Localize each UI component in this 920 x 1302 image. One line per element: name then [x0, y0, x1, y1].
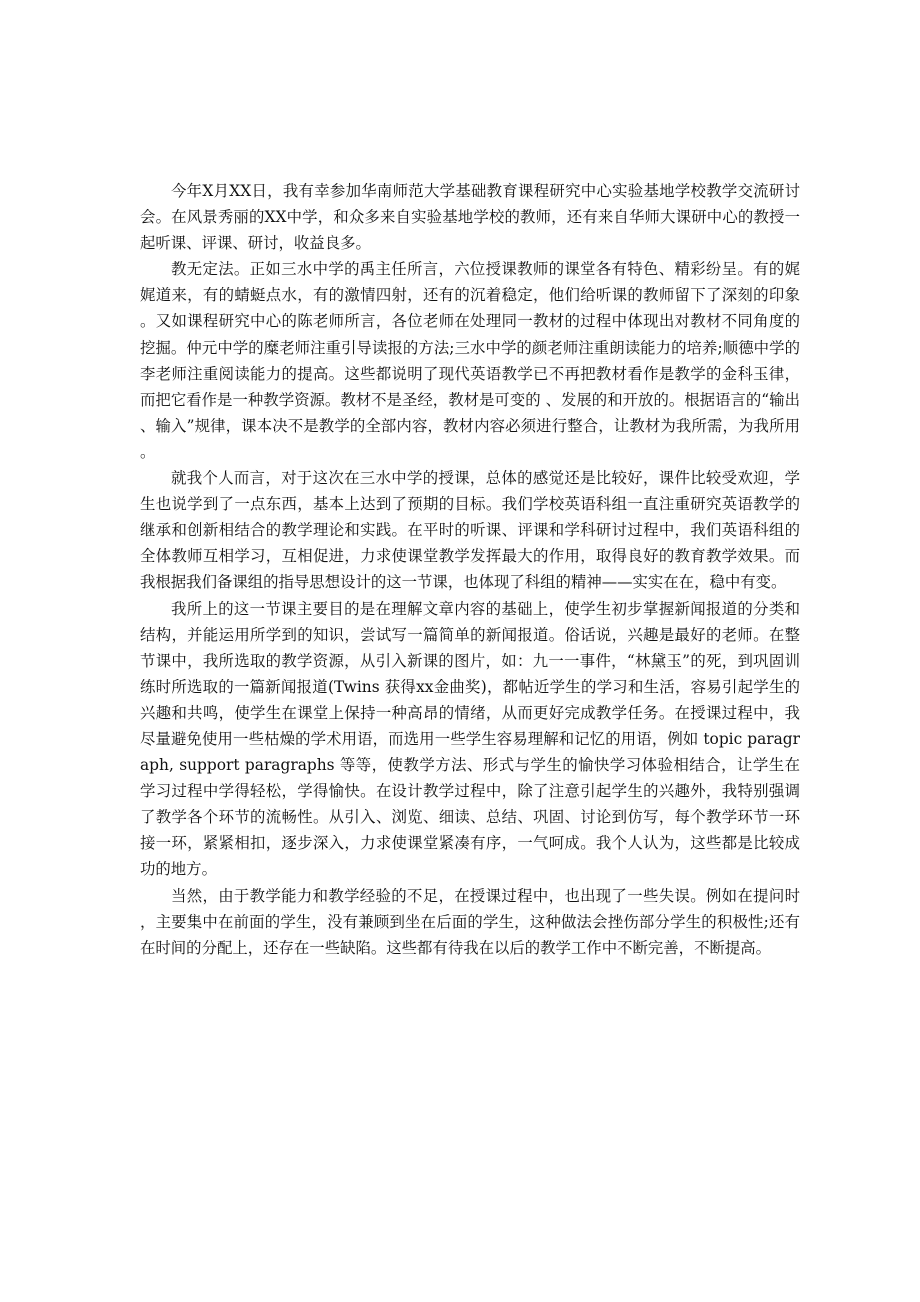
- paragraph-1: 今年X月XX日，我有幸参加华南师范大学基础教育课程研究中心实验基地学校教学交流研讨会。在风景秀丽的XX中学，和众多来自实验基地学校的教师，还有来自华师大课研中心的教授一起听课、评课、研讨，收益良多。: [140, 182, 800, 253]
- paragraph-2: 教无定法。正如三水中学的禹主任所言，六位授课教师的课堂各有特色、精彩纷呈。有的娓娓道来，有的蜻蜓点水，有的激情四射，还有的沉着稳定，他们给听课的教师留下了深刻的印象。又如课程研究中心的陈老师所言，各位老师在处理同一教材的过程中体现出对教材不同角度的挖掘。仲元中学的糜老师注重引导读报的方法;三水中学的颜老师注重朗读能力的培养;顺德中学的李老师注重阅读能力的提高。这些都说明了现代英语教学已不再把教材看作是教学的金科玉律，而把它看作是一种教学资源。教材不是圣经，教材是可变的 、发展的和开放的。根据语言的“输出、输入”规律，课本决不是教学的全部内容，教材内容必须进行整合，让教材为我所需，为我所用。: [140, 260, 800, 461]
- paragraph-5: 当然，由于教学能力和教学经验的不足，在授课过程中，也出现了一些失误。例如在提问时，主要集中在前面的学生，没有兼顾到坐在后面的学生，这种做法会挫伤部分学生的积极性;还有在时间的分配上，还存在一些缺陷。这些都有待我在以后的教学工作中不断完善，不断提高。: [140, 886, 800, 957]
- document-body: [140, 178, 800, 961]
- paragraph-4: 我所上的这一节课主要目的是在理解文章内容的基础上，使学生初步掌握新闻报道的分类和结构，并能运用所学到的知识，尝试写一篇简单的新闻报道。俗话说，兴趣是最好的老师。在整节课中，我所选取的教学资源，从引入新课的图片，如：九一一事件，“林黛玉”的死，到巩固训练时所选取的一篇新闻报道(Twins 获得xx金曲奖)，都帖近学生的学习和生活，容易引起学生的兴趣和共鸣，使学生在课堂上保持一种高昂的情绪，从而更好完成教学任务。在授课过程中，我尽量避免使用一些枯燥的学术用语，而选用一些学生容易理解和记忆的用语，例如 topic paragraph, support paragraphs 等等，使教学方法、形式与学生的愉快学习体验相结合，让学生在学习过程中学得轻松，学得愉快。在设计教学过程中，除了注意引起学生的兴趣外，我特别强调了教学各个环节的流畅性。从引入、浏览、细读、总结、巩固、讨论到仿写，每个教学环节一环接一环，紧紧相扣，逐步深入，力求使课堂紧凑有序，一气呵成。我个人认为，这些都是比较成功的地方。: [140, 599, 800, 879]
- paragraph-3: 就我个人而言，对于这次在三水中学的授课，总体的感觉还是比较好，课件比较受欢迎，学生也说学到了一点东西，基本上达到了预期的目标。我们学校英语科组一直注重研究英语教学的继承和创新相结合的教学理论和实践。在平时的听课、评课和学科研讨过程中，我们英语科组的全体教师互相学习，互相促进，力求使课堂教学发挥最大的作用，取得良好的教育教学效果。而我根据我们备课组的指导思想设计的这一节课，也体现了科组的精神——实实在在，稳中有变。: [140, 469, 800, 592]
